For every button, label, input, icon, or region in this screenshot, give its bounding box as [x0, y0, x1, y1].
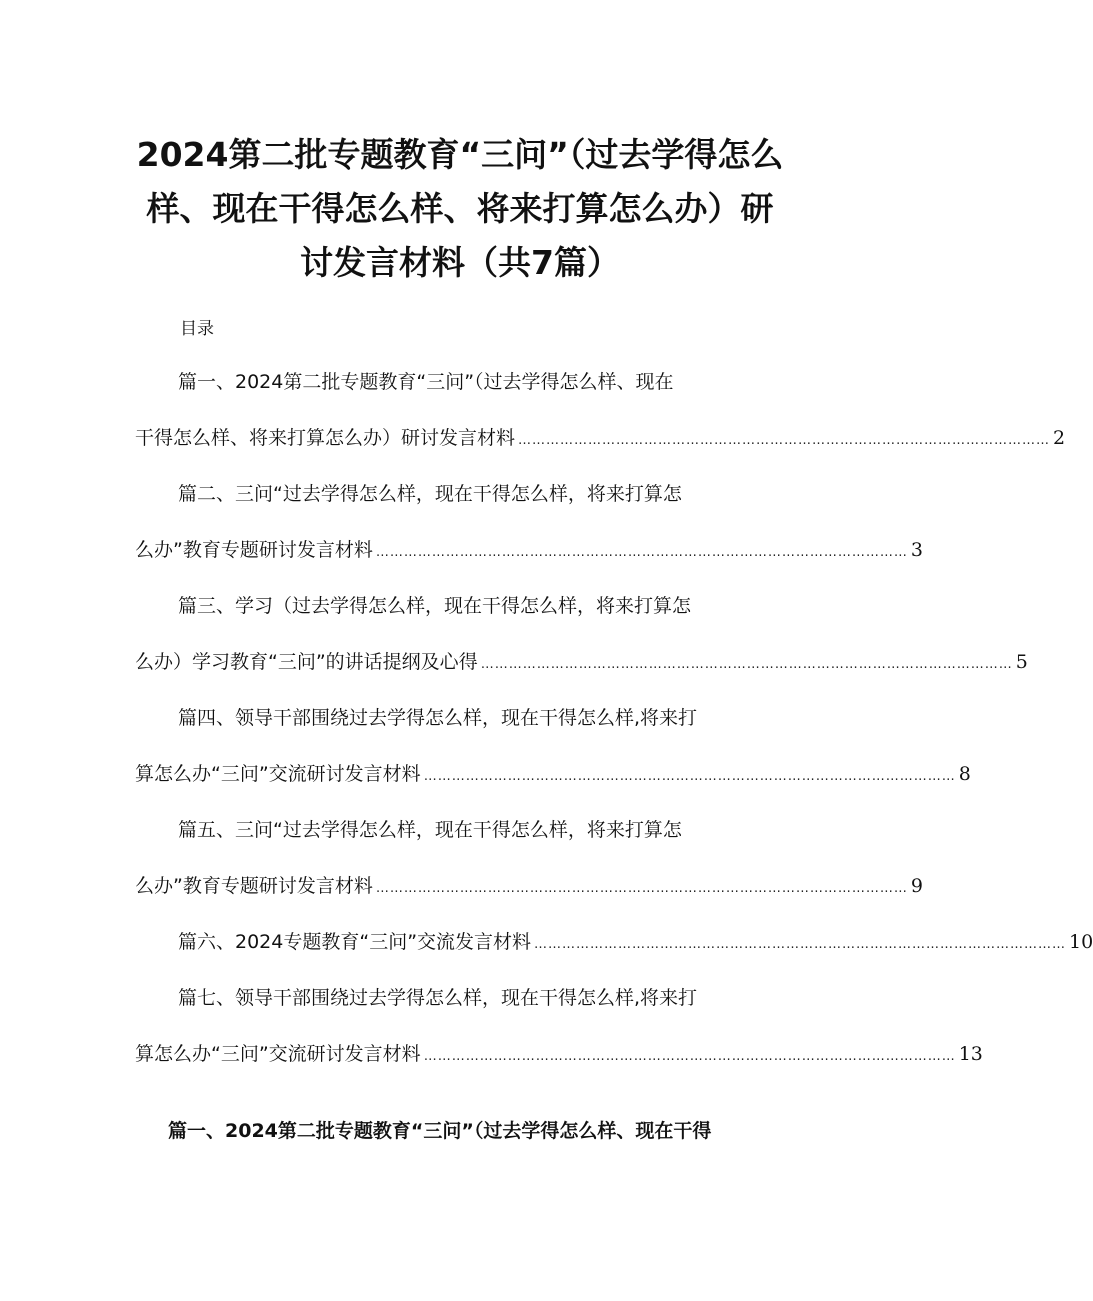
toc-entry-5[interactable] — [135, 872, 923, 900]
dot-leader: …………………………………………………………………………………………………… — [518, 433, 1051, 448]
toc-page-number: 5 — [1015, 651, 1028, 673]
toc-entry-7-line1[interactable]: 篇七、领导干部围绕过去学得怎么样，现在干得怎么样,将来打 — [178, 987, 698, 1009]
toc-heading: 目录 — [180, 319, 214, 339]
dot-leader: …………………………………………………………………………………………………… — [480, 657, 1013, 672]
toc-entry-2[interactable] — [135, 536, 923, 564]
toc-entry-text: 么办”教育专题研讨发言材料 — [135, 875, 373, 897]
toc-entry-text: 算怎么办“三问”交流研讨发言材料 — [135, 1043, 421, 1065]
toc-entry-1[interactable] — [135, 424, 1066, 452]
dot-leader: …………………………………………………………………………………………………… — [423, 1049, 956, 1064]
toc-page-number: 8 — [958, 763, 971, 785]
title-line: 讨发言材料（共7篇） — [300, 243, 620, 282]
toc-entry-5-line1[interactable]: 篇五、三问“过去学得怎么样，现在干得怎么样，将来打算怎 — [178, 819, 682, 841]
toc-entry-text: 算怎么办“三问”交流研讨发言材料 — [135, 763, 421, 785]
dot-leader: …………………………………………………………………………………………………… — [534, 937, 1067, 952]
toc-page-number: 9 — [910, 875, 923, 897]
toc-entry-2-line1[interactable]: 篇二、三问“过去学得怎么样，现在干得怎么样，将来打算怎 — [178, 483, 682, 505]
toc-page-number: 13 — [958, 1043, 983, 1065]
toc-entry-text: 干得怎么样、将来打算怎么办）研讨发言材料 — [135, 427, 516, 449]
document-title — [120, 128, 800, 290]
toc-entry-text: 篇六、2024专题教育“三问”交流发言材料 — [178, 931, 532, 953]
dot-leader: …………………………………………………………………………………………………… — [375, 881, 908, 896]
toc-entry-4-line1[interactable]: 篇四、领导干部围绕过去学得怎么样，现在干得怎么样,将来打 — [178, 707, 698, 729]
dot-leader: …………………………………………………………………………………………………… — [375, 545, 908, 560]
toc-entry-1-line1[interactable]: 篇一、2024第二批专题教育“三问”（过去学得怎么样、现在 — [178, 371, 674, 393]
title-line: 样、现在干得怎么样、将来打算怎么办）研 — [146, 189, 774, 228]
section-heading: 篇一、2024第二批专题教育“三问”（过去学得怎么样、现在干得 — [168, 1120, 712, 1142]
toc-entry-3-line1[interactable]: 篇三、学习（过去学得怎么样，现在干得怎么样，将来打算怎 — [178, 595, 692, 617]
toc-entry-3[interactable] — [135, 648, 1028, 676]
dot-leader: …………………………………………………………………………………………………… — [423, 769, 956, 784]
toc-entry-4[interactable] — [135, 760, 971, 788]
toc-entry-text: 么办）学习教育“三问”的讲话提纲及心得 — [135, 651, 478, 673]
toc-entry-7[interactable] — [135, 1040, 983, 1068]
toc-entry-6[interactable] — [178, 928, 1093, 956]
toc-page-number: 10 — [1069, 931, 1093, 953]
toc-entry-text: 么办”教育专题研讨发言材料 — [135, 539, 373, 561]
title-line: 2024第二批专题教育“三问”（过去学得怎么 — [136, 135, 784, 174]
toc-page-number: 3 — [910, 539, 923, 561]
toc-page-number: 2 — [1053, 427, 1066, 449]
